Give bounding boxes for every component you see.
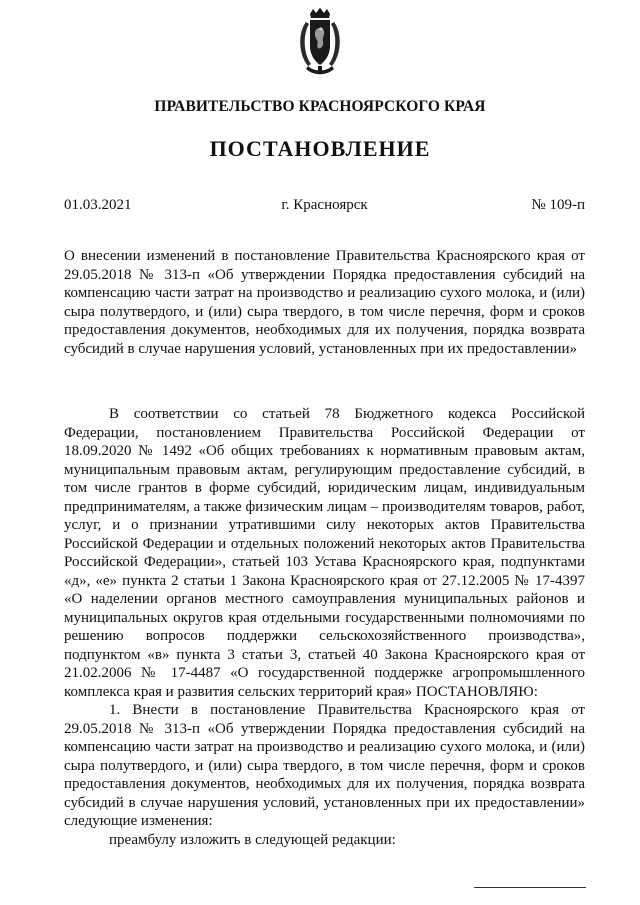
coat-of-arms-icon (294, 8, 346, 76)
subject-text: О внесении изменений в постановление Правительства Красноярского края от 29.05.2018 № 313-п «Об утверждении Порядка предоставления субсидий на компенсацию части затрат на производство и реализацию сухого молока, и (или) сыра полутвердого, и (или) сыра твердого, в том числе перечня, форм и сроков предоставления документов, необходимых для их получения, порядка возврата субсидий в случае нарушения условий, установленных при их предоставлении» (64, 248, 585, 357)
document-city: г. Красноярск (281, 197, 368, 213)
document-type-title: ПОСТАНОВЛЕНИЕ (209, 136, 431, 161)
item-2-paragraph: преамбулу изложить в следующей редакции: (109, 831, 396, 848)
document-subject (64, 247, 585, 358)
document-body (64, 405, 585, 849)
document-meta-row (64, 197, 585, 217)
government-title: ПРАВИТЕЛЬСТВО КРАСНОЯРСКОГО КРАЯ (154, 98, 486, 115)
document-date: 01.03.2021 (64, 197, 132, 213)
footer-divider (474, 887, 586, 888)
item-1-paragraph: 1. Внести в постановление Правительства Красноярского края от 29.05.2018 № 313-п «Об утверждении Порядка предоставления субсидий на компенсацию части затрат на производство и реализацию сухого молока, и (или) сыра полутвердого, и (или) сыра твердого, в том числе перечня, форм и сроков предоставления документов, необходимых для их получения, порядка возврата субсидий в случае нарушения условий, установленных при их предоставлении» следующие изменения: (64, 702, 585, 829)
preamble-paragraph: В соответствии со статьей 78 Бюджетного кодекса Российской Федерации, постановлением Правительства Российской Федерации от 18.09.2020 № 1492 «Об общих требованиях к нормативным правовым актам, муниципальным правовым актам, регулирующим предоставление субсидий, в том числе грантов в форме субсидий, юридическим лицам, индивидуальным предпринимателям, а также физическим лицам – производителям товаров, работ, услуг, и о признании утратившими силу некоторых актов Правительства Российской Федерации и отдельных положений некоторых актов Правительства Российской Федерации», статьей 103 Устава Красноярского края, подпунктами «д», «е» пункта 2 статьи 1 Закона Красноярского края от 27.12.2005 № 17-4397 «О наделении органов местного самоуправления муниципальных районов и муниципальных округов края отдельными государственными полномочиями по решению вопросов поддержки сельскохозяйственного производства», подпунктом «в» пункта 3 статьи 3, статьей 40 Закона Красноярского края от 21.02.2006 № 17-4487 «О государственной поддержке агропромышленного комплекса края и развития сельских территорий края» ПОСТАНОВЛЯЮ: (64, 406, 585, 700)
document-number: № 109-п (531, 197, 585, 213)
